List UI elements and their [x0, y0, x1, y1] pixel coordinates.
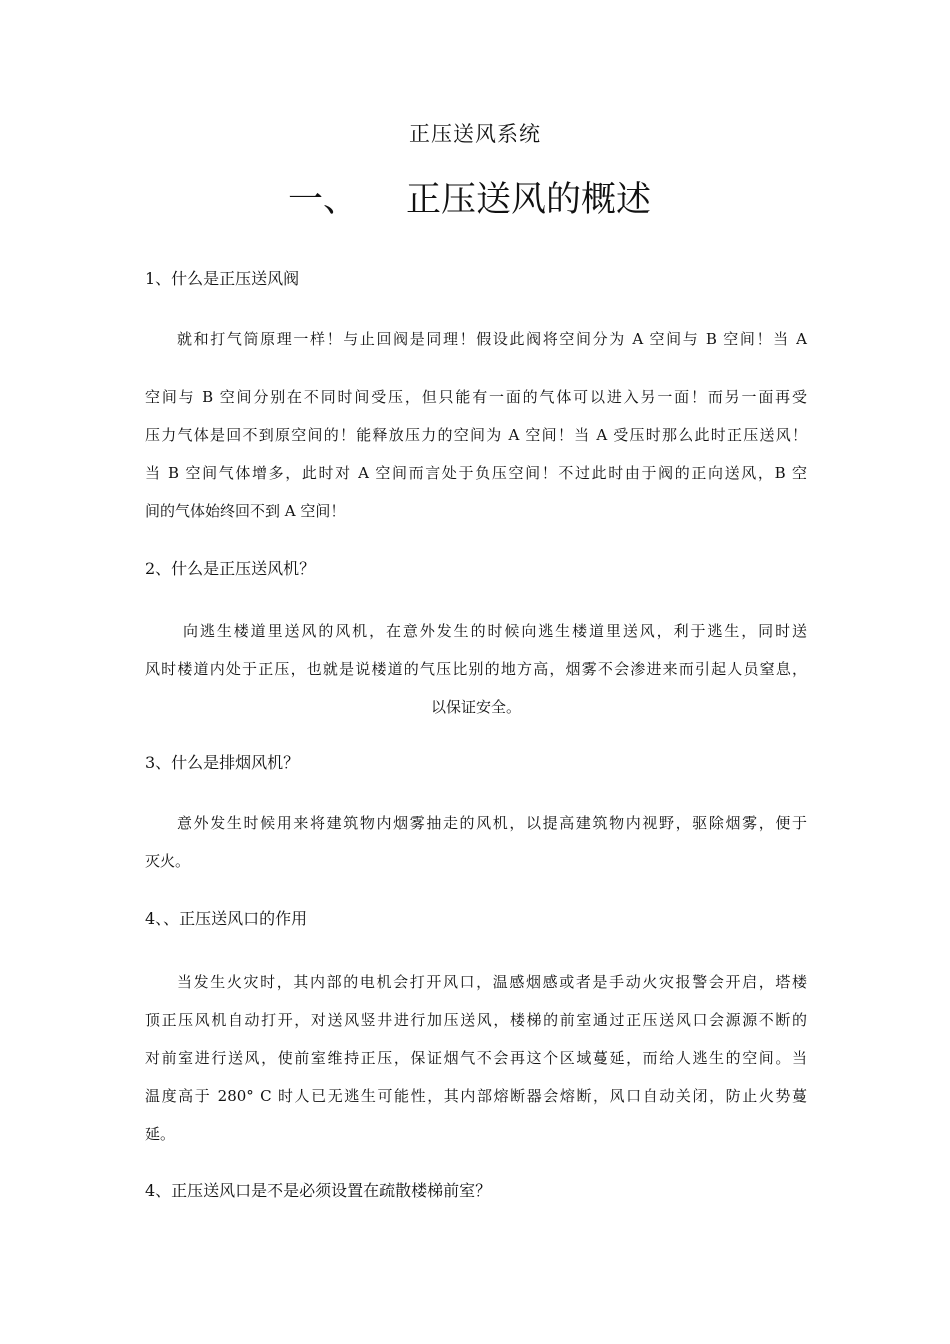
chapter-title	[288, 172, 651, 222]
section-heading-3: 3、什么是排烟风机？	[145, 753, 300, 772]
document-title: 正压送风系统	[409, 122, 541, 146]
paragraph-line: 意外发生时候用来将建筑物内烟雾抽走的风机，以提高建筑物内视野，驱除烟雾，便于	[177, 814, 807, 832]
paragraph-line: 顶正压风机自动打开，对送风竖井进行加压送风，楼梯的前室通过正压送风口会源源不断的	[145, 1011, 807, 1029]
paragraph-line: 灭火。	[145, 852, 191, 870]
paragraph-line: 空间与 B 空间分别在不同时间受压，但只能有一面的气体可以进入另一面！而另一面再受	[145, 388, 807, 406]
chapter-number: 一、	[288, 180, 359, 220]
paragraph-line: 当 B 空间气体增多，此时对 A 空间而言处于负压空间！不过此时由于阀的正向送风，B 空	[145, 464, 807, 482]
paragraph-line: 以保证安全。	[430, 698, 521, 716]
paragraph-line: 就和打气筒原理一样！与止回阀是同理！假设此阀将空间分为 A 空间与 B 空间！当 A	[177, 330, 807, 348]
section-heading-2: 2、什么是正压送风机？	[145, 559, 316, 578]
section-paragraph-3	[145, 804, 807, 880]
paragraph-line: 向逃生楼道里送风的风机，在意外发生的时候向逃生楼道里送风，利于逃生，同时送	[183, 622, 807, 640]
paragraph-line: 间的气体始终回不到 A 空间！	[145, 502, 346, 520]
paragraph-line: 温度高于 280° C 时人已无逃生可能性，其内部熔断器会熔断，风口自动关闭，防止火势蔓	[145, 1087, 807, 1105]
section-heading-4: 4、、正压送风口的作用	[145, 909, 308, 928]
section-paragraph-2	[145, 612, 807, 726]
section-heading-1: 1、什么是正压送风阀	[145, 269, 300, 288]
paragraph-line: 压力气体是回不到原空间的！能释放压力的空间为 A 空间！当 A 受压时那么此时正压送风！	[145, 426, 807, 444]
chapter-title-text: 正压送风的概述	[406, 180, 652, 220]
paragraph-line: 当发生火灾时，其内部的电机会打开风口，温感烟感或者是手动火灾报警会开启，塔楼	[177, 973, 807, 991]
paragraph-line: 风时楼道内处于正压，也就是说楼道的气压比别的地方高，烟雾不会渗进来而引起人员窒息，	[145, 660, 807, 678]
section-paragraph-1-cont	[145, 378, 807, 530]
section-heading-5: 4、正压送风口是不是必须设置在疏散楼梯前室？	[145, 1181, 492, 1200]
paragraph-line: 对前室进行送风，使前室维持正压，保证烟气不会再这个区域蔓延，而给人逃生的空间。当	[145, 1049, 807, 1067]
paragraph-line: 延。	[145, 1125, 176, 1143]
section-paragraph-4	[145, 963, 807, 1153]
section-paragraph-1	[145, 320, 807, 358]
